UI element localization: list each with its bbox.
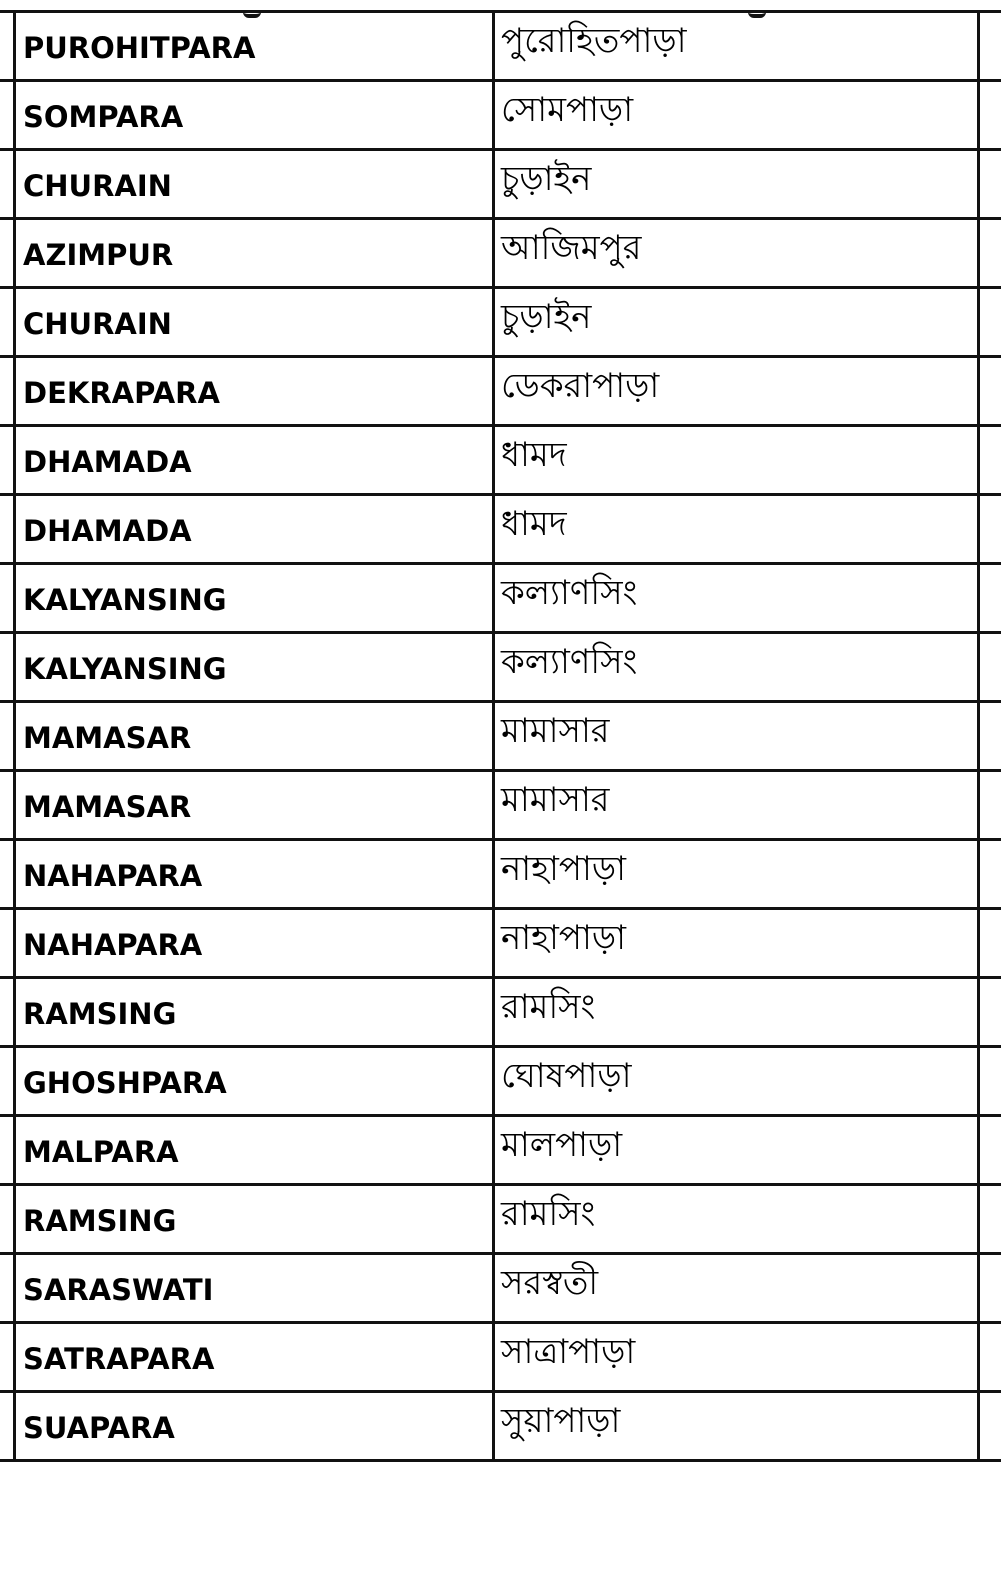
bengali-name-cell: সাত্রাপাড়া xyxy=(495,1324,980,1390)
english-name-cell: AZIMPUR xyxy=(13,220,495,286)
english-name-cell: CHURAIN xyxy=(13,289,495,355)
right-row-divider xyxy=(980,772,1001,841)
bengali-name-cell: চুড়াইন xyxy=(495,151,980,217)
bengali-name-cell: নাহাপাড়া xyxy=(495,910,980,976)
table-row xyxy=(13,1186,980,1255)
right-row-divider xyxy=(980,82,1001,151)
left-row-divider xyxy=(0,703,13,772)
english-name-cell: NAHAPARA xyxy=(13,841,495,907)
left-row-divider xyxy=(0,565,13,634)
bengali-name-cell: কল্যাণসিং xyxy=(495,634,980,700)
left-row-divider xyxy=(0,1324,13,1393)
bengali-name-cell: নাহাপাড়া xyxy=(495,841,980,907)
english-name-cell: DEKRAPARA xyxy=(13,358,495,424)
bengali-name-cell: আজিমপুর xyxy=(495,220,980,286)
english-name-cell: SATRAPARA xyxy=(13,1324,495,1390)
table-row xyxy=(13,1393,980,1462)
english-name-cell: KALYANSING xyxy=(13,565,495,631)
table-row xyxy=(13,427,980,496)
left-row-divider xyxy=(0,1117,13,1186)
english-name-cell: SUAPARA xyxy=(13,1393,495,1459)
right-row-divider xyxy=(980,703,1001,772)
right-row-divider xyxy=(980,358,1001,427)
bengali-name-cell: ধামদ xyxy=(495,427,980,493)
bengali-name-cell: মামাসার xyxy=(495,703,980,769)
table-row xyxy=(13,703,980,772)
right-row-divider xyxy=(980,13,1001,82)
left-row-divider xyxy=(0,358,13,427)
table-row xyxy=(13,979,980,1048)
bengali-name-cell: সুয়াপাড়া xyxy=(495,1393,980,1459)
right-row-divider xyxy=(980,1117,1001,1186)
left-row-divider xyxy=(0,910,13,979)
right-row-divider xyxy=(980,910,1001,979)
left-row-divider xyxy=(0,151,13,220)
bengali-name-cell: চুড়াইন xyxy=(495,289,980,355)
left-row-divider xyxy=(0,427,13,496)
table-row xyxy=(13,358,980,427)
table-row xyxy=(13,289,980,358)
left-stub-borders xyxy=(0,10,13,1462)
english-name-cell: DHAMADA xyxy=(13,427,495,493)
bengali-name-cell: পুরোহিতপাড়া xyxy=(495,13,980,79)
english-name-cell: CHURAIN xyxy=(13,151,495,217)
left-row-divider xyxy=(0,634,13,703)
right-row-divider xyxy=(980,1186,1001,1255)
english-name-cell: MALPARA xyxy=(13,1117,495,1183)
left-row-divider xyxy=(0,979,13,1048)
table-row xyxy=(13,1324,980,1393)
left-row-divider xyxy=(0,1048,13,1117)
english-name-cell: PUROHITPARA xyxy=(13,13,495,79)
right-stub-borders xyxy=(980,10,1001,1462)
left-row-divider xyxy=(0,1186,13,1255)
right-row-divider xyxy=(980,1255,1001,1324)
table-row xyxy=(13,910,980,979)
bengali-name-cell: রামসিং xyxy=(495,979,980,1045)
bengali-name-cell: রামসিং xyxy=(495,1186,980,1252)
header-glyph-fragment xyxy=(748,2,766,18)
right-row-divider xyxy=(980,427,1001,496)
english-name-cell: SARASWATI xyxy=(13,1255,495,1321)
left-row-divider xyxy=(0,13,13,82)
table-row xyxy=(13,13,980,82)
table-row xyxy=(13,1048,980,1117)
left-row-divider xyxy=(0,220,13,289)
table-row xyxy=(13,772,980,841)
left-row-divider xyxy=(0,1393,13,1462)
bengali-name-cell: ঘোষপাড়া xyxy=(495,1048,980,1114)
bengali-name-cell: মামাসার xyxy=(495,772,980,838)
table-row xyxy=(13,220,980,289)
right-row-divider xyxy=(980,634,1001,703)
table-row xyxy=(13,151,980,220)
table-row xyxy=(13,634,980,703)
bengali-name-cell: সোমপাড়া xyxy=(495,82,980,148)
place-name-table xyxy=(13,10,980,1462)
header-glyph-fragment xyxy=(243,2,261,18)
bengali-name-cell: সরস্বতী xyxy=(495,1255,980,1321)
table-row xyxy=(13,841,980,910)
english-name-cell: DHAMADA xyxy=(13,496,495,562)
bengali-name-cell: ডেকরাপাড়া xyxy=(495,358,980,424)
left-row-divider xyxy=(0,841,13,910)
left-row-divider xyxy=(0,496,13,565)
table-row xyxy=(13,496,980,565)
english-name-cell: GHOSHPARA xyxy=(13,1048,495,1114)
table-row xyxy=(13,1117,980,1186)
left-row-divider xyxy=(0,289,13,358)
right-row-divider xyxy=(980,841,1001,910)
table-body xyxy=(13,13,980,1462)
english-name-cell: SOMPARA xyxy=(13,82,495,148)
right-row-divider xyxy=(980,1048,1001,1117)
english-name-cell: MAMASAR xyxy=(13,703,495,769)
left-row-divider xyxy=(0,772,13,841)
table-row xyxy=(13,1255,980,1324)
bengali-name-cell: মালপাড়া xyxy=(495,1117,980,1183)
english-name-cell: RAMSING xyxy=(13,979,495,1045)
english-name-cell: KALYANSING xyxy=(13,634,495,700)
right-row-divider xyxy=(980,979,1001,1048)
table-row xyxy=(13,565,980,634)
right-row-divider xyxy=(980,496,1001,565)
left-row-divider xyxy=(0,82,13,151)
english-name-cell: RAMSING xyxy=(13,1186,495,1252)
english-name-cell: MAMASAR xyxy=(13,772,495,838)
bengali-name-cell: ধামদ xyxy=(495,496,980,562)
table-row xyxy=(13,82,980,151)
right-row-divider xyxy=(980,1324,1001,1393)
right-row-divider xyxy=(980,565,1001,634)
bengali-name-cell: কল্যাণসিং xyxy=(495,565,980,631)
left-row-divider xyxy=(0,1255,13,1324)
right-row-divider xyxy=(980,1393,1001,1462)
right-row-divider xyxy=(980,151,1001,220)
english-name-cell: NAHAPARA xyxy=(13,910,495,976)
right-row-divider xyxy=(980,289,1001,358)
right-row-divider xyxy=(980,220,1001,289)
